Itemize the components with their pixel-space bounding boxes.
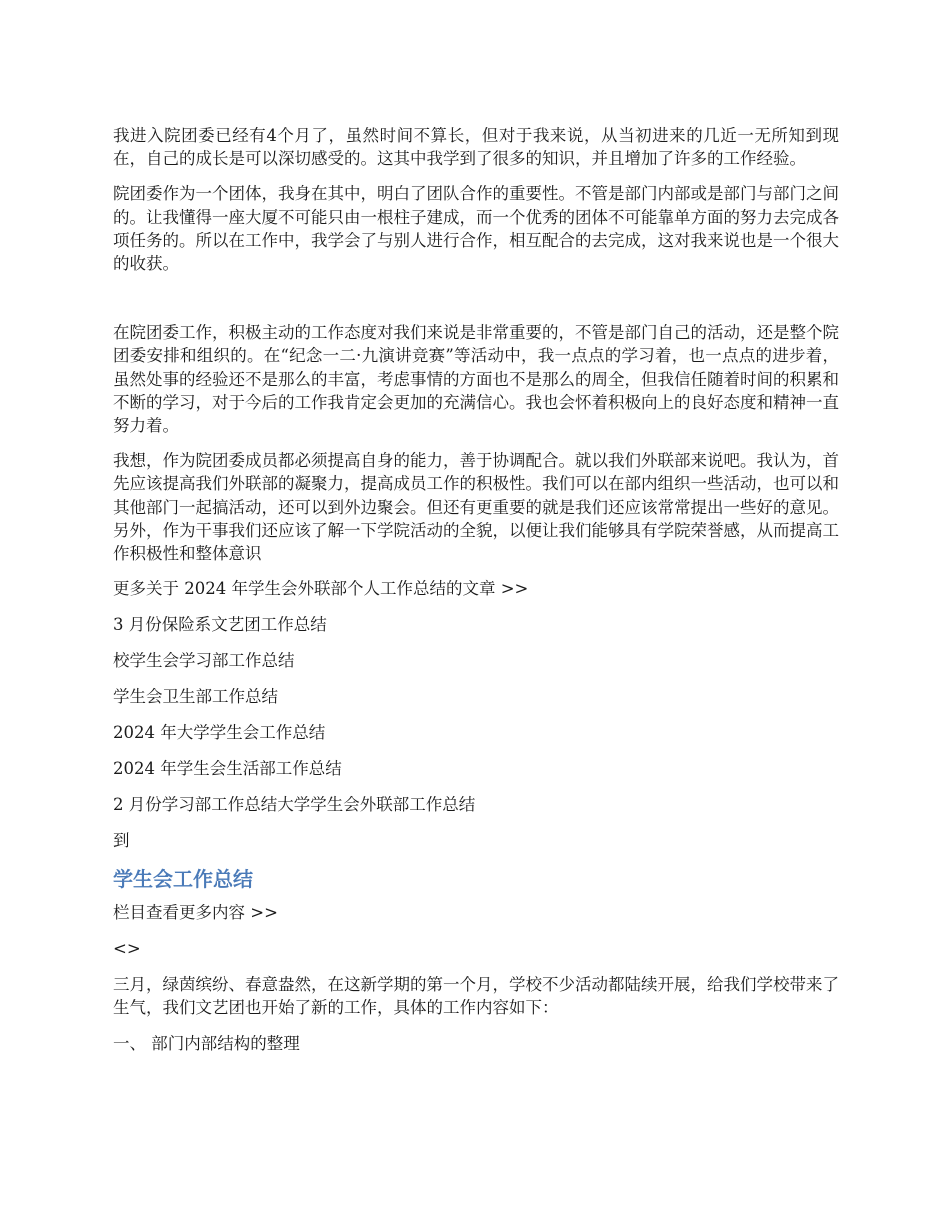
paragraph-intro: 我进入院团委已经有4个月了，虽然时间不算长，但对于我来说，从当初进来的几近一无所知到现在，自己的成长是可以深切感受的。这其中我学到了很多的知识，并且增加了许多的工作经验。 [113, 126, 839, 169]
angle-brackets-text: <> [113, 939, 141, 959]
article-link-item[interactable] [113, 721, 839, 744]
article-link-item[interactable] [113, 757, 839, 780]
article-link-item[interactable] [113, 685, 839, 708]
article-link-item[interactable] [113, 613, 839, 636]
article-link[interactable]: 2 月份学习部工作总结大学学生会外联部工作总结 [113, 795, 476, 815]
article-link[interactable]: 2024 年大学学生会工作总结 [113, 723, 326, 743]
article-link-item[interactable] [113, 793, 839, 816]
document-body [113, 124, 839, 1068]
blank-gap [113, 287, 839, 321]
article-link[interactable]: 3 月份保险系文艺团工作总结 [113, 615, 327, 635]
paragraph-march: 三月，绿茵缤纷、春意盎然，在这新学期的第一个月，学校不少活动都陆续开展，给我们学校带来了生气，我们文艺团也开始了新的工作，具体的工作内容如下： [113, 975, 839, 1018]
section-heading[interactable]: 学生会工作总结 [113, 867, 253, 892]
article-link[interactable]: 2024 年学生会生活部工作总结 [113, 759, 342, 779]
paragraph-teamwork: 院团委作为一个团体，我身在其中，明白了团队合作的重要性。不管是部门内部或是部门与部门之间的。让我懂得一座大厦不可能只由一根柱子建成，而一个优秀的团体不可能靠单方面的努力去完成各项任务的。所以在工作中，我学会了与别人进行合作，相互配合的去完成，这对我来说也是一个很大的收获。 [113, 184, 839, 274]
article-link-item[interactable] [113, 649, 839, 672]
section-item-title: 一、 部门内部结构的整理 [113, 1033, 300, 1053]
column-more-link[interactable] [113, 901, 839, 924]
more-articles-link[interactable]: 更多关于 2024 年学生会外联部个人工作总结的文章 >> [113, 579, 529, 599]
to-text: 到 [113, 831, 130, 851]
paragraph-outreach: 我想，作为院团委成员都必须提高自身的能力，善于协调配合。就以我们外联部来说吧。我认为，首先应该提高我们外联部的凝聚力，提高成员工作的积极性。我们可以在部内组织一些活动，也可以和其他部门一起搞活动，还可以到外边聚会。但还有更重要的就是我们还应该常常提出一些好的意见。另外，作为干事我们还应该了解一下学院活动的全貌，以便让我们能够具有学院荣誉感，从而提高工作积极性和整体意识 [113, 451, 839, 564]
article-link[interactable]: 校学生会学习部工作总结 [113, 651, 295, 671]
paragraph-attitude: 在院团委工作，积极主动的工作态度对我们来说是非常重要的，不管是部门自己的活动，还是整个院团委安排和组织的。在“纪念一二·九演讲竞赛”等活动中，我一点点的学习着，也一点点的进步着，虽然处事的经验还不是那么的丰富，考虑事情的方面也不是那么的周全，但我信任随着时间的积累和不断的学习，对于今后的工作我肯定会更加的充满信心。我也会怀着积极向上的良好态度和精神一直努力着。 [113, 323, 839, 436]
article-link[interactable]: 学生会卫生部工作总结 [113, 687, 278, 707]
more-articles-header[interactable] [113, 577, 839, 600]
column-more-anchor[interactable]: 栏目查看更多内容 >> [113, 903, 278, 923]
